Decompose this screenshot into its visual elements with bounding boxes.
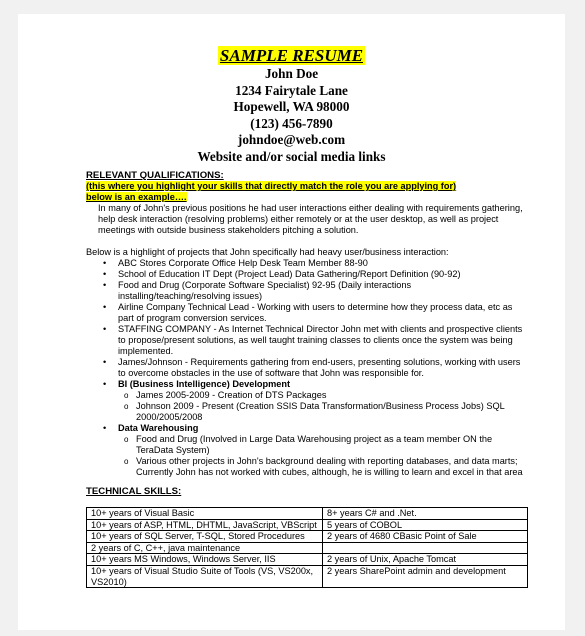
table-cell: 10+ years of Visual Basic — [87, 508, 323, 520]
viewer-bottom-margin — [0, 630, 585, 636]
projects-list — [86, 258, 526, 478]
qualifications-heading: RELEVANT QUALIFICATIONS: — [86, 170, 224, 181]
table-row — [87, 542, 528, 554]
table-cell: 2 years of 4680 CBasic Point of Sale — [323, 531, 528, 543]
data-warehousing-item — [118, 423, 526, 478]
table-cell: 10+ years of SQL Server, T-SQL, Stored Procedures — [87, 531, 323, 543]
viewer-top-margin — [0, 0, 585, 14]
table-cell: 2 years of C, C++, java maintenance — [87, 542, 323, 554]
website-links: Website and/or social media links — [197, 148, 386, 164]
bi-development-item — [118, 379, 526, 423]
viewer-left-margin — [0, 0, 18, 636]
technical-skills-heading-wrap — [86, 486, 526, 497]
technical-skills-table — [86, 507, 528, 588]
bi-development-label: BI (Business Intelligence) Development — [118, 379, 291, 389]
list-item: • STAFFING COMPANY - As Internet Technical Director John met with clients and prospective clients to propose/present solutions, as well taught training classes to clients once the system was being implemented. — [118, 324, 526, 357]
qualifications-section — [86, 170, 526, 478]
candidate-name: John Doe — [264, 66, 319, 81]
resume-title: SAMPLE RESUME — [219, 46, 364, 65]
projects-intro: Below is a highlight of projects that John specifically had heavy user/business interaction: — [86, 247, 449, 257]
resume-page — [18, 14, 565, 630]
list-item: • ABC Stores Corporate Office Help Desk Team Member 88-90 — [118, 258, 526, 269]
list-item: o Various other projects in John's background dealing with reporting databases, and data marts; Currently John has not worked with cubes, although, he is willing to learn and excel in that area — [136, 456, 526, 478]
table-row — [87, 554, 528, 566]
qualifications-note-line-1: (this where you highlight your skills that directly match the role you are applying for) — [86, 181, 457, 191]
email-address: johndoe@web.com — [237, 132, 346, 148]
city-state-zip: Hopewell, WA 98000 — [233, 99, 350, 115]
table-row — [87, 531, 528, 543]
table-cell: 10+ years of Visual Studio Suite of Tools (VS, VS200x, VS2010) — [87, 565, 323, 587]
table-cell: 10+ years MS Windows, Windows Server, IIS — [87, 554, 323, 566]
technical-skills-heading: TECHNICAL SKILLS: — [86, 486, 182, 497]
dw-sublist — [118, 434, 526, 478]
table-row — [87, 519, 528, 531]
list-item: • Food and Drug (Corporate Software Specialist) 92-95 (Daily interactions installing/teaching/resolving issues) — [118, 280, 526, 302]
data-warehousing-label: Data Warehousing — [118, 423, 199, 433]
list-item: • James/Johnson - Requirements gathering from end-users, presenting solutions, working with users to overcome obstacles in the use of software that John was responsible for. — [118, 357, 526, 379]
list-item: o James 2005-2009 - Creation of DTS Packages — [136, 390, 526, 401]
table-cell: 8+ years C# and .Net. — [323, 508, 528, 520]
list-item: • Airline Company Technical Lead - Working with users to determine how they process data, etc as part of program conversion services. — [118, 302, 526, 324]
table-row — [87, 508, 528, 520]
list-item: o Johnson 2009 - Present (Creation SSIS Data Transformation/Business Process Jobs) SQL 2000/2005/2008 — [136, 401, 526, 423]
viewer-right-margin — [565, 0, 585, 636]
bi-sublist — [118, 390, 526, 423]
qualifications-note — [86, 181, 526, 203]
resume-header — [18, 46, 565, 166]
list-item: o Food and Drug (Involved in Large Data Warehousing project as a team member ON the TeraData System) — [136, 434, 526, 456]
qualifications-intro: In many of John's previous positions he had user interactions either dealing with requirements gathering, help desk interaction (resolving problems) either remotely or at the user desktop, as well as project meetings with outside business stakeholders pitching a solution. — [98, 203, 523, 235]
table-cell: 5 years of COBOL — [323, 519, 528, 531]
table-cell — [323, 542, 528, 554]
phone-number: (123) 456-7890 — [250, 115, 333, 131]
qualifications-note-line-2: below is an example…. — [86, 192, 187, 202]
table-cell: 2 years of Unix, Apache Tomcat — [323, 554, 528, 566]
street-address: 1234 Fairytale Lane — [235, 82, 348, 98]
table-row — [87, 565, 528, 587]
list-item: • School of Education IT Dept (Project Lead) Data Gathering/Report Definition (90-92) — [118, 269, 526, 280]
table-cell: 10+ years of ASP, HTML, DHTML, JavaScript, VBScript — [87, 519, 323, 531]
table-cell: 2 years SharePoint admin and development — [323, 565, 528, 587]
